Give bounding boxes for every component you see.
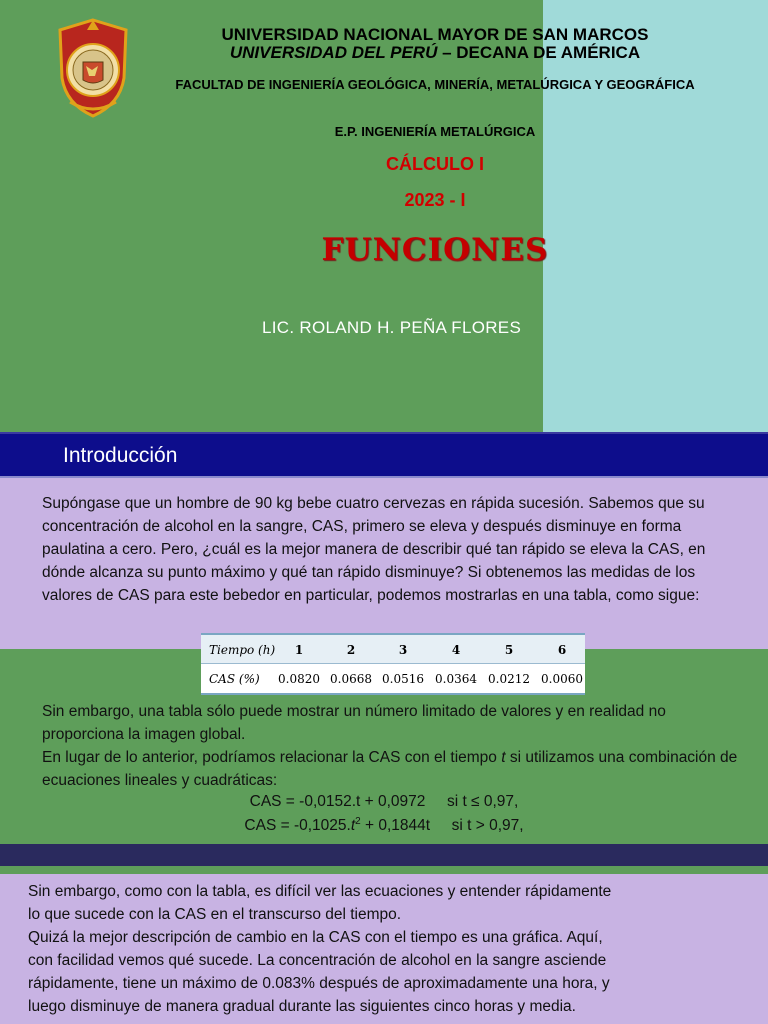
graph-paragraph: Sin embargo, como con la tabla, es difícil ver las ecuaciones y entender rápidamente lo que sucede con la CAS en el transcurso del tiempo. Quizá la mejor descripción de cambio en la CAS con el tiempo es una gráfica. Aquí, con facilidad vemos qué sucede. La concentración de alcohol en la sangre asciende rápidamente, tiene un máximo de 0.083% después de aproximadamente una hora, y luego disminuye de manera gradual durante las siguientes cinco horas y media. bbox=[28, 883, 612, 1015]
table-cell: 0.0212 bbox=[488, 672, 530, 686]
cas-table bbox=[201, 633, 585, 695]
table-cell: 0.0060 bbox=[541, 672, 583, 686]
table-cell: 0.0516 bbox=[382, 672, 424, 686]
table-row-label: CAS (%) bbox=[209, 672, 260, 686]
section-header-bar bbox=[0, 432, 768, 478]
accent-panel bbox=[543, 0, 768, 432]
intro-paragraph: Supóngase que un hombre de 90 kg bebe cuatro cervezas en rápida sucesión. Sabemos que su concentración de alcohol en la sangre, CAS, primero se eleva y después disminuye en forma paulatina a cero. Pero, ¿cuál es la mejor manera de describir qué tan rápido se eleva la CAS, en dónde alcanza su punto máximo y qué tan rápido disminuye? Si obtenemos las medidas de los valores de CAS para este bebedor en particular, podemos mostrarlas en una tabla, como sigue: bbox=[42, 495, 706, 604]
graph-explanation-slide bbox=[0, 866, 768, 1024]
body-paragraph: Sin embargo, una tabla sólo puede mostrar un número limitado de valores y en realidad no proporciona la imagen global. En lugar de lo anterior, podríamos relacionar la CAS con el tiempo t si utilizamos una combinación de ecuaciones lineales y cuadráticas: bbox=[42, 703, 738, 789]
topic-title: FUNCIONES bbox=[321, 232, 549, 268]
table-cell: 1 bbox=[294, 643, 304, 657]
table-cell: 0.0820 bbox=[278, 672, 320, 686]
equation-quadratic: CAS = $-0,1025.t^2 + 0,1844t$ si t > 0,97, bbox=[244, 816, 524, 835]
table-cell: 3 bbox=[398, 643, 408, 657]
university-name: UNIVERSIDAD NACIONAL MAYOR DE SAN MARCOS bbox=[221, 25, 649, 44]
table-row bbox=[201, 664, 585, 695]
university-crest-icon bbox=[56, 18, 130, 118]
table-row bbox=[201, 633, 585, 664]
title-slide bbox=[0, 0, 768, 432]
section-title: Introducción bbox=[63, 444, 178, 467]
table-cell: 5 bbox=[504, 643, 514, 657]
slide-divider bbox=[0, 844, 768, 866]
university-subtitle: UNIVERSIDAD DEL PERÚ – DECANA DE AMÉRICA bbox=[229, 43, 641, 62]
introduction-slide bbox=[0, 432, 768, 844]
author-name: LIC. ROLAND H. PEÑA FLORES bbox=[262, 318, 522, 337]
table-row-label: Tiempo (h) bbox=[209, 643, 276, 657]
table-cell: 2 bbox=[346, 643, 356, 657]
school-name: E.P. INGENIERÍA METALÚRGICA bbox=[334, 124, 536, 139]
course-term: 2023 - I bbox=[404, 190, 466, 210]
equation-linear: CAS = -0,0152.t + 0,0972 si t ≤ 0,97, bbox=[249, 793, 519, 810]
table-cell: 0.0668 bbox=[330, 672, 372, 686]
table-cell: 4 bbox=[451, 643, 461, 657]
course-title: CÁLCULO I bbox=[386, 154, 484, 174]
table-cell: 0.0364 bbox=[435, 672, 477, 686]
faculty-name: FACULTAD DE INGENIERÍA GEOLÓGICA, MINERÍA, METALÚRGICA Y GEOGRÁFICA bbox=[175, 77, 695, 92]
table-cell: 6 bbox=[557, 643, 567, 657]
